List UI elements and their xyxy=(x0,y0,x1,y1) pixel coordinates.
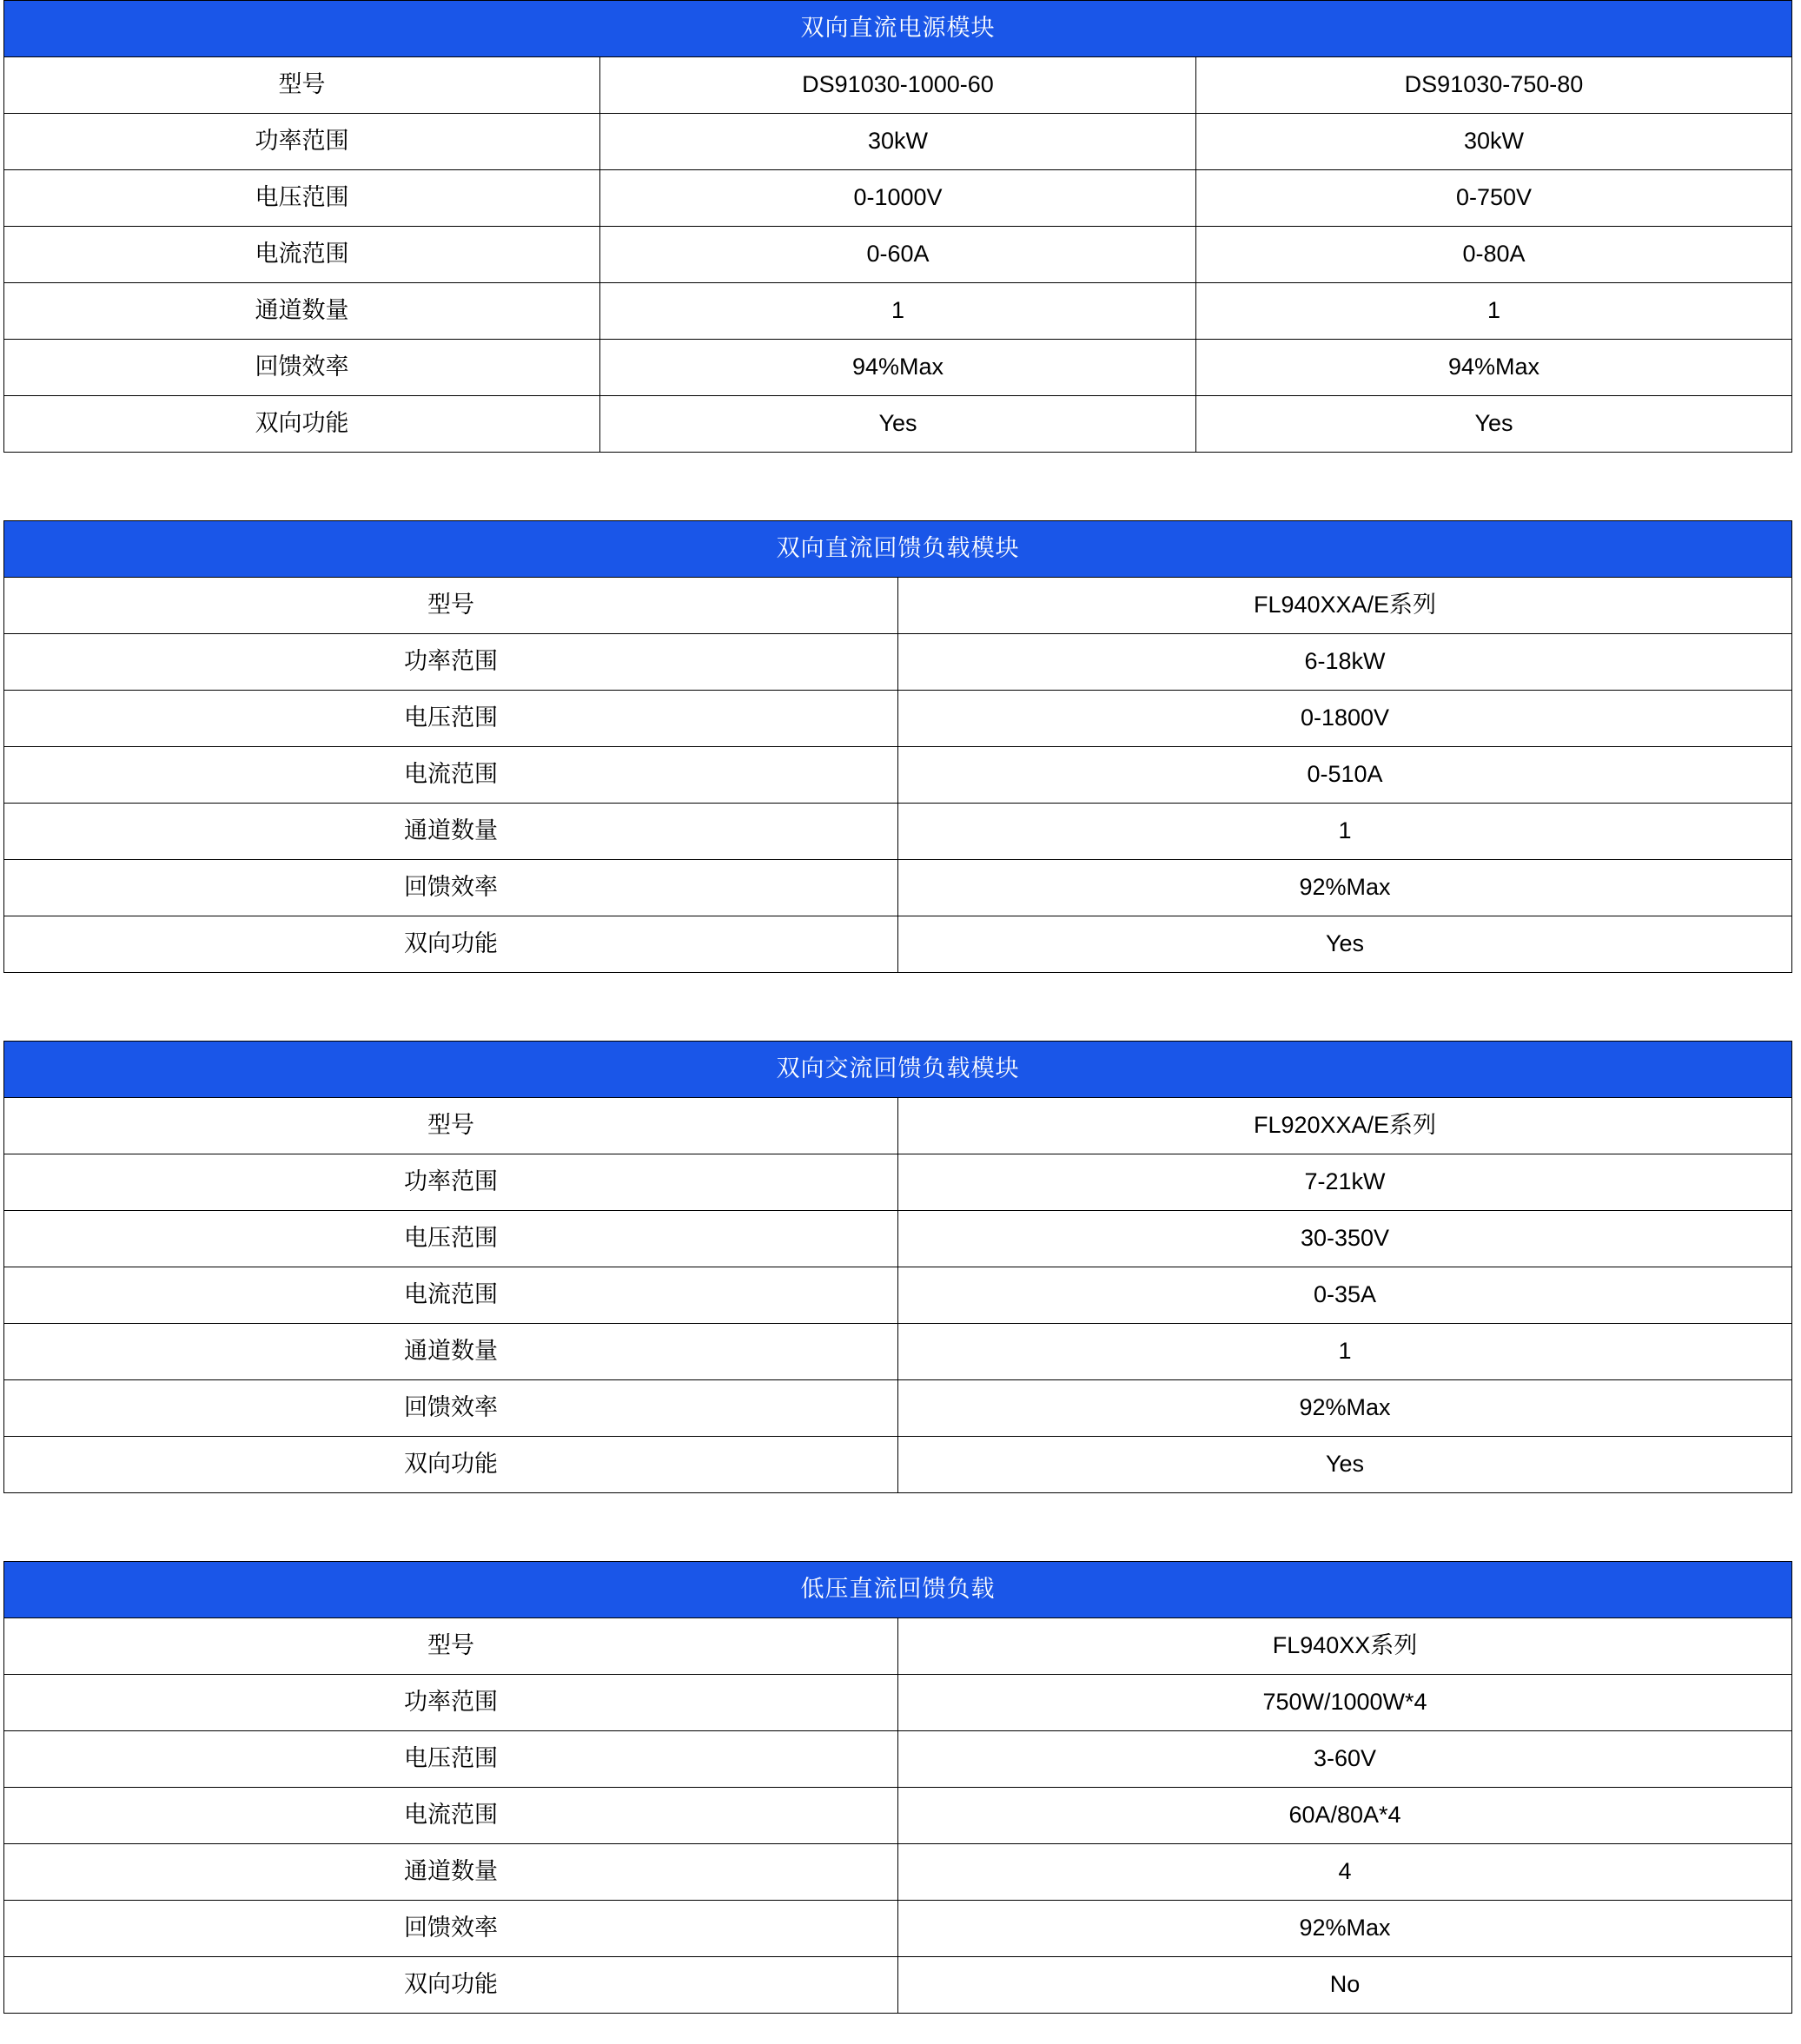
row-value: 60A/80A*4 xyxy=(898,1788,1792,1844)
block-title: 双向直流电源模块 xyxy=(4,1,1792,57)
table-row xyxy=(4,1901,1792,1957)
table-title-row xyxy=(4,1,1792,57)
row-value: Yes xyxy=(898,916,1792,973)
row-label: 功率范围 xyxy=(4,634,898,691)
row-value: Yes xyxy=(1196,396,1792,453)
row-value: 92%Max xyxy=(898,1901,1792,1957)
row-label: 型号 xyxy=(4,1618,898,1675)
row-label: 双向功能 xyxy=(4,916,898,973)
row-value: 1 xyxy=(600,283,1196,340)
spec-block-bidirectional-dc-power xyxy=(3,0,1792,453)
row-label: 回馈效率 xyxy=(4,860,898,916)
row-value: 92%Max xyxy=(898,860,1792,916)
row-label: 电流范围 xyxy=(4,1267,898,1324)
table-row xyxy=(4,1957,1792,2014)
row-label: 电压范围 xyxy=(4,691,898,747)
row-label: 电流范围 xyxy=(4,747,898,804)
row-value: Yes xyxy=(600,396,1196,453)
table-row xyxy=(4,283,1792,340)
row-label: 电压范围 xyxy=(4,1731,898,1788)
row-value: 0-35A xyxy=(898,1267,1792,1324)
spec-block-low-voltage-dc-load xyxy=(3,1561,1792,2014)
row-value: 30kW xyxy=(1196,114,1792,170)
row-label: 型号 xyxy=(4,1098,898,1154)
row-label: 通道数量 xyxy=(4,1844,898,1901)
spec-table xyxy=(3,0,1792,453)
block-title: 双向交流回馈负载模块 xyxy=(4,1042,1792,1098)
row-value: 750W/1000W*4 xyxy=(898,1675,1792,1731)
row-value: 4 xyxy=(898,1844,1792,1901)
table-row xyxy=(4,1618,1792,1675)
row-value: 30kW xyxy=(600,114,1196,170)
table-row xyxy=(4,691,1792,747)
row-value: 94%Max xyxy=(1196,340,1792,396)
row-value: 0-1000V xyxy=(600,170,1196,227)
table-row xyxy=(4,227,1792,283)
row-value: FL940XXA/E系列 xyxy=(898,578,1792,634)
table-row xyxy=(4,1731,1792,1788)
row-value: 0-60A xyxy=(600,227,1196,283)
table-row xyxy=(4,1675,1792,1731)
row-label: 通道数量 xyxy=(4,283,600,340)
table-row xyxy=(4,1380,1792,1437)
row-value: 3-60V xyxy=(898,1731,1792,1788)
row-value: FL940XX系列 xyxy=(898,1618,1792,1675)
table-title-row xyxy=(4,1562,1792,1618)
spec-block-bidirectional-ac-load xyxy=(3,1041,1792,1493)
table-title-row xyxy=(4,521,1792,578)
row-value: DS91030-1000-60 xyxy=(600,57,1196,114)
row-value: 1 xyxy=(1196,283,1792,340)
spec-block-bidirectional-dc-load xyxy=(3,520,1792,973)
row-value: FL920XXA/E系列 xyxy=(898,1098,1792,1154)
table-row xyxy=(4,1437,1792,1493)
table-row xyxy=(4,57,1792,114)
table-title-row xyxy=(4,1042,1792,1098)
row-value: 0-1800V xyxy=(898,691,1792,747)
row-value: 0-750V xyxy=(1196,170,1792,227)
block-title: 低压直流回馈负载 xyxy=(4,1562,1792,1618)
row-label: 通道数量 xyxy=(4,1324,898,1380)
row-label: 电流范围 xyxy=(4,1788,898,1844)
table-row xyxy=(4,1267,1792,1324)
table-row xyxy=(4,1154,1792,1211)
table-row xyxy=(4,634,1792,691)
row-value: 0-510A xyxy=(898,747,1792,804)
table-row xyxy=(4,860,1792,916)
table-row xyxy=(4,1211,1792,1267)
table-row xyxy=(4,1324,1792,1380)
row-value: 92%Max xyxy=(898,1380,1792,1437)
row-label: 双向功能 xyxy=(4,1957,898,2014)
row-label: 回馈效率 xyxy=(4,1380,898,1437)
table-row xyxy=(4,114,1792,170)
row-label: 功率范围 xyxy=(4,114,600,170)
row-label: 功率范围 xyxy=(4,1675,898,1731)
row-label: 通道数量 xyxy=(4,804,898,860)
row-label: 双向功能 xyxy=(4,396,600,453)
row-value: DS91030-750-80 xyxy=(1196,57,1792,114)
table-row xyxy=(4,1788,1792,1844)
table-row xyxy=(4,578,1792,634)
row-label: 回馈效率 xyxy=(4,1901,898,1957)
row-value: 30-350V xyxy=(898,1211,1792,1267)
block-title: 双向直流回馈负载模块 xyxy=(4,521,1792,578)
row-value: Yes xyxy=(898,1437,1792,1493)
table-row xyxy=(4,1844,1792,1901)
row-value: 6-18kW xyxy=(898,634,1792,691)
row-label: 功率范围 xyxy=(4,1154,898,1211)
row-value: 0-80A xyxy=(1196,227,1792,283)
row-value: 1 xyxy=(898,804,1792,860)
table-row xyxy=(4,170,1792,227)
table-row xyxy=(4,340,1792,396)
row-label: 电流范围 xyxy=(4,227,600,283)
table-row xyxy=(4,804,1792,860)
table-row xyxy=(4,1098,1792,1154)
row-label: 电压范围 xyxy=(4,1211,898,1267)
row-label: 电压范围 xyxy=(4,170,600,227)
row-value: 1 xyxy=(898,1324,1792,1380)
spec-table xyxy=(3,1561,1792,2014)
table-row xyxy=(4,916,1792,973)
row-value: 94%Max xyxy=(600,340,1196,396)
table-row xyxy=(4,747,1792,804)
row-label: 型号 xyxy=(4,578,898,634)
row-value: 7-21kW xyxy=(898,1154,1792,1211)
row-value: No xyxy=(898,1957,1792,2014)
row-label: 回馈效率 xyxy=(4,340,600,396)
spec-table xyxy=(3,520,1792,973)
spec-table xyxy=(3,1041,1792,1493)
row-label: 双向功能 xyxy=(4,1437,898,1493)
row-label: 型号 xyxy=(4,57,600,114)
table-row xyxy=(4,396,1792,453)
